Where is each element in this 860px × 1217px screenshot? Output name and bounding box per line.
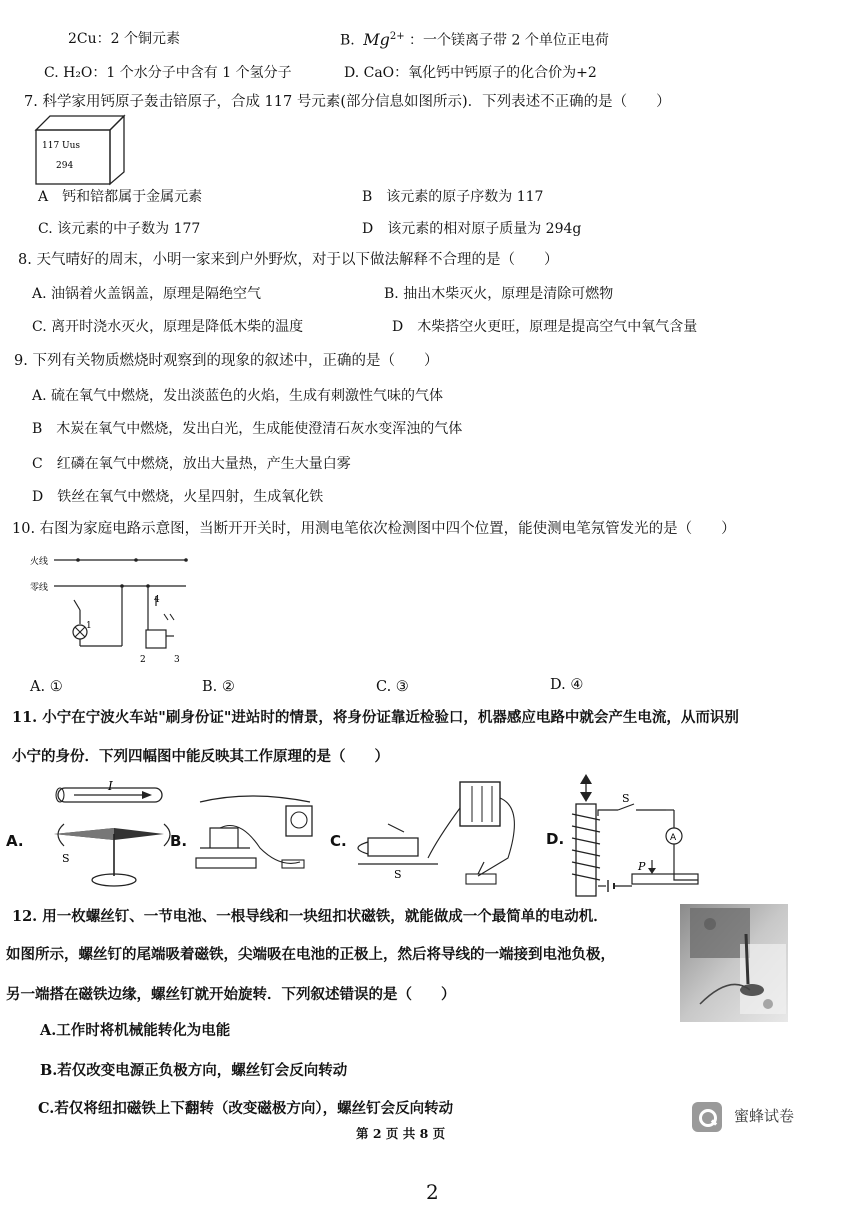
figure-b-label: B. (170, 832, 188, 850)
q9-option-d: D 铁丝在氧气中燃烧，火星四射，生成氧化铁 (32, 489, 324, 505)
slider-p-label: P (638, 860, 646, 873)
q10-option-b: B. ② (202, 679, 235, 695)
q11-stem-line1: 11. 小宁在宁波火车站"刷身份证"进站时的情景，将身份证靠近检验口，机器感应电路中就会产生电流，从而识别 (12, 709, 739, 726)
q7-option-b: B 该元素的原子序数为 117 (362, 189, 544, 205)
q6-option-b (340, 28, 609, 50)
fire-wire-label: 火线 (30, 557, 49, 567)
q10-option-c: C. ③ (376, 679, 409, 695)
screw-motor-photo (680, 904, 788, 1022)
q10-option-d: D. ④ (550, 677, 584, 693)
q7-option-c: C. 该元素的中子数为 177 (38, 221, 201, 237)
figure-d-label: D. (546, 830, 565, 848)
q8-option-b: B. 抽出木柴灭火，原理是清除可燃物 (384, 286, 614, 302)
point-1-label: 1 (86, 621, 92, 631)
page-indicator: 第 2 页 共 8 页 (356, 1126, 446, 1141)
ammeter-label: A (670, 833, 677, 843)
element-cube-top-text: 117 Uus (42, 141, 81, 151)
figure-b-apparatus (190, 788, 330, 886)
element-cube-diagram (30, 112, 130, 184)
q6-option-a: 2Cu：2 个铜元素 (68, 31, 180, 47)
q7-stem: 7. 科学家用钙原子轰击锫原子，合成 117 号元素(部分信息如图所示)．下列表述不正确的是（ ） (24, 94, 671, 110)
q12-option-c: C.若仅将纽扣磁铁上下翻转（改变磁极方向），螺丝钉会反向转动 (38, 1100, 454, 1117)
element-cube-mass-text: 294 (56, 161, 74, 171)
page-number: 2 (426, 1180, 439, 1204)
q12-stem-line2: 如图所示，螺丝钉的尾端吸着磁铁，尖端吸在电池的正极上，然后将导线的一端接到电池负极， (6, 946, 615, 963)
q12-option-b: B.若仅改变电源正负极方向，螺丝钉会反向转动 (40, 1062, 348, 1079)
q11-stem-line2: 小宁的身份．下列四幅图中能反映其工作原理的是（ ） (12, 748, 389, 765)
south-pole-label: S (62, 852, 70, 865)
q9-option-c: C 红磷在氧气中燃烧，放出大量热，产生大量白雾 (32, 456, 351, 472)
q10-stem: 10. 右图为家庭电路示意图，当断开开关时，用测电笔依次检测图中四个位置，能使测电笔氖管发光的是（ ） (12, 521, 736, 537)
q6-mg-charge: 2+ (389, 31, 405, 42)
q12-stem-line3: 另一端搭在磁铁边缘，螺丝钉就开始旋转．下列叙述错误的是（ ） (6, 986, 456, 1003)
q10-option-a: A. ① (30, 679, 63, 695)
q9-stem: 9. 下列有关物质燃烧时观察到的现象的叙述中，正确的是（ ） (14, 353, 439, 369)
figure-c-label: C. (330, 832, 347, 850)
q6-mg-formula: Mg (363, 29, 390, 49)
q6-option-c: C. H₂O：1 个水分子中含有 1 个氢分子 (44, 65, 292, 81)
q8-option-a: A. 油锅着火盖锅盖，原理是隔绝空气 (32, 286, 262, 302)
q6-option-d: D. CaO：氧化钙中钙原子的化合价为+2 (344, 65, 597, 81)
q6-option-b-prefix: B. (340, 32, 355, 49)
q7-option-a: A 钙和锫都属于金属元素 (38, 189, 203, 205)
current-label: I (108, 779, 113, 793)
household-circuit-diagram (28, 552, 198, 664)
q8-option-c: C. 离开时浇水灭火，原理是降低木柴的温度 (32, 319, 304, 335)
q8-option-d: D 木柴搭空火更旺，原理是提高空气中氧气含量 (392, 319, 698, 335)
q7-option-d: D 该元素的相对原子质量为 294g (362, 221, 582, 237)
q12-option-a: A.工作时将机械能转化为电能 (40, 1022, 231, 1039)
q6-option-b-text: ：一个镁离子带 2 个单位正电荷 (409, 32, 609, 49)
figure-a-label: A. (6, 832, 24, 850)
q8-stem: 8. 天气晴好的周末，小明一家来到户外野炊，对于以下做法解释不合理的是（ ） (18, 252, 559, 268)
figure-d-electromagnet (566, 774, 716, 898)
q12-stem-line1: 12. 用一枚螺丝钉、一节电池、一根导线和一块纽扣状磁铁，就能做成一个最简单的电动机． (12, 908, 608, 925)
switch-s-label: S (622, 792, 630, 805)
point-3-label: 3 (174, 655, 180, 665)
q9-option-b: B 木炭在氧气中燃烧，发出白光，生成能使澄清石灰水变浑浊的气体 (32, 421, 463, 437)
point-2-label: 2 (140, 655, 146, 665)
point-4-label: 4 (154, 595, 160, 605)
brand-name: 蜜蜂试卷 (734, 1107, 795, 1125)
q9-option-a: A. 硫在氧气中燃烧，发出淡蓝色的火焰，生成有刺激性气味的气体 (32, 388, 444, 404)
figure-a-wire-compass (24, 779, 174, 890)
figure-c-s-label: S (394, 868, 402, 881)
figure-c-motor (348, 778, 528, 890)
mifeng-logo-icon (692, 1102, 722, 1132)
zero-wire-label: 零线 (30, 583, 49, 593)
